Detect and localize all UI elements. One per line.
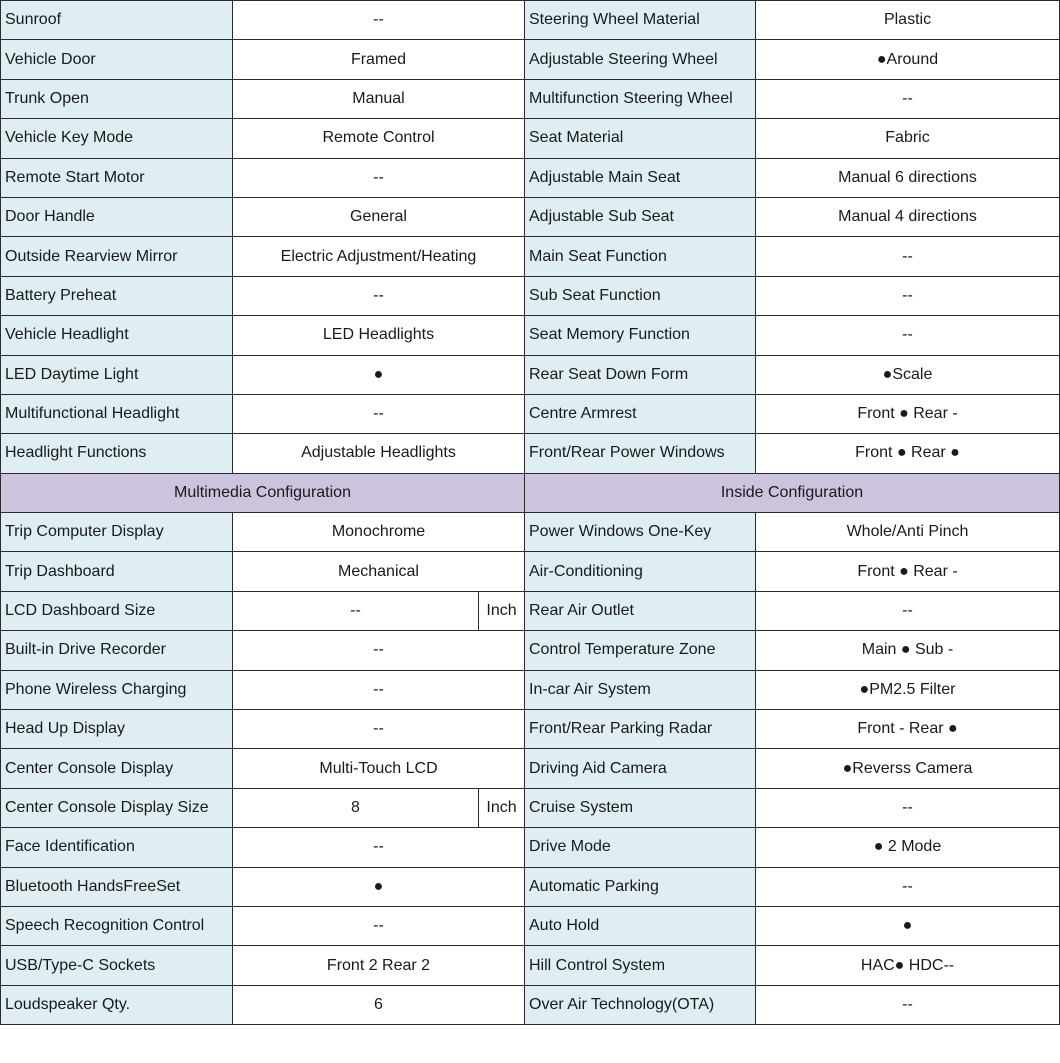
spec-label-left: Battery Preheat: [1, 276, 233, 315]
spec-value-right: Whole/Anti Pinch: [756, 513, 1060, 552]
spec-row: [1, 867, 1060, 906]
spec-row: [1, 434, 1060, 473]
spec-value-right: ●Scale: [756, 355, 1060, 394]
spec-value-right: --: [756, 867, 1060, 906]
spec-label-right: Front/Rear Power Windows: [525, 434, 756, 473]
spec-label-left: Head Up Display: [1, 710, 233, 749]
spec-label-left: Center Console Display Size: [1, 788, 233, 827]
spec-row: [1, 788, 1060, 827]
spec-row: [1, 79, 1060, 118]
spec-label-right: Over Air Technology(OTA): [525, 985, 756, 1024]
spec-label-left: Vehicle Headlight: [1, 316, 233, 355]
spec-row: [1, 1, 1060, 40]
section-multimedia-configuration: Multimedia Configuration: [1, 473, 525, 512]
spec-value-right: --: [756, 788, 1060, 827]
spec-value-right: Front ● Rear ●: [756, 434, 1060, 473]
spec-value-left: --: [233, 394, 525, 433]
spec-row: [1, 906, 1060, 945]
spec-row: [1, 710, 1060, 749]
spec-label-left: Loudspeaker Qty.: [1, 985, 233, 1024]
spec-label-left: Remote Start Motor: [1, 158, 233, 197]
spec-value-right: Manual 6 directions: [756, 158, 1060, 197]
spec-label-right: In-car Air System: [525, 670, 756, 709]
spec-value-left: Front 2 Rear 2: [233, 946, 525, 985]
spec-value-left: Adjustable Headlights: [233, 434, 525, 473]
spec-label-right: Sub Seat Function: [525, 276, 756, 315]
spec-label-right: Cruise System: [525, 788, 756, 827]
spec-label-left: Vehicle Key Mode: [1, 119, 233, 158]
spec-label-right: Centre Armrest: [525, 394, 756, 433]
spec-value-left: --: [233, 906, 525, 945]
spec-row: [1, 316, 1060, 355]
spec-label-left: Speech Recognition Control: [1, 906, 233, 945]
spec-row: [1, 197, 1060, 236]
spec-row: [1, 276, 1060, 315]
spec-label-left: Multifunctional Headlight: [1, 394, 233, 433]
spec-label-left: Bluetooth HandsFreeSet: [1, 867, 233, 906]
spec-label-right: Main Seat Function: [525, 237, 756, 276]
spec-value-right: Fabric: [756, 119, 1060, 158]
spec-value-right: Front - Rear ●: [756, 710, 1060, 749]
spec-label-right: Rear Seat Down Form: [525, 355, 756, 394]
spec-value-left: Mechanical: [233, 552, 525, 591]
spec-row: [1, 749, 1060, 788]
spec-table-body: [1, 1, 1060, 1025]
spec-value-left: Framed: [233, 40, 525, 79]
spec-value-right: --: [756, 237, 1060, 276]
spec-row: [1, 158, 1060, 197]
spec-label-left: Sunroof: [1, 1, 233, 40]
spec-label-right: Multifunction Steering Wheel: [525, 79, 756, 118]
spec-row: [1, 828, 1060, 867]
spec-value-left: --: [233, 276, 525, 315]
spec-value-left: ●: [233, 355, 525, 394]
spec-value-left: General: [233, 197, 525, 236]
spec-label-right: Adjustable Sub Seat: [525, 197, 756, 236]
spec-label-right: Drive Mode: [525, 828, 756, 867]
spec-row: [1, 40, 1060, 79]
spec-value-left: --: [233, 631, 525, 670]
spec-value-right: ●Around: [756, 40, 1060, 79]
spec-value-left: Manual: [233, 79, 525, 118]
spec-value-left: LED Headlights: [233, 316, 525, 355]
spec-label-right: Driving Aid Camera: [525, 749, 756, 788]
spec-value-right: --: [756, 316, 1060, 355]
spec-value-left: --: [233, 158, 525, 197]
spec-label-left: Trip Computer Display: [1, 513, 233, 552]
spec-row: [1, 237, 1060, 276]
spec-value-right: --: [756, 276, 1060, 315]
spec-label-right: Hill Control System: [525, 946, 756, 985]
spec-value-right: ●Reverss Camera: [756, 749, 1060, 788]
spec-row: [1, 985, 1060, 1024]
spec-row: [1, 355, 1060, 394]
spec-label-right: Rear Air Outlet: [525, 591, 756, 630]
spec-label-right: Front/Rear Parking Radar: [525, 710, 756, 749]
spec-value-right: Main ● Sub -: [756, 631, 1060, 670]
spec-value-left: Remote Control: [233, 119, 525, 158]
spec-label-left: Trip Dashboard: [1, 552, 233, 591]
spec-value-right: Front ● Rear -: [756, 394, 1060, 433]
spec-row: [1, 670, 1060, 709]
spec-label-left: Outside Rearview Mirror: [1, 237, 233, 276]
spec-unit-left: Inch: [479, 788, 525, 827]
spec-label-right: Auto Hold: [525, 906, 756, 945]
section-inside-configuration: Inside Configuration: [525, 473, 1060, 512]
spec-label-right: Seat Memory Function: [525, 316, 756, 355]
spec-value-right: ●: [756, 906, 1060, 945]
spec-value-left: --: [233, 828, 525, 867]
spec-label-left: Vehicle Door: [1, 40, 233, 79]
spec-label-left: Headlight Functions: [1, 434, 233, 473]
spec-label-left: Center Console Display: [1, 749, 233, 788]
section-header-row: [1, 473, 1060, 512]
spec-row: [1, 946, 1060, 985]
spec-label-right: Power Windows One-Key: [525, 513, 756, 552]
spec-value-left: --: [233, 1, 525, 40]
spec-value-right: Front ● Rear -: [756, 552, 1060, 591]
spec-value-right: --: [756, 985, 1060, 1024]
spec-label-left: USB/Type-C Sockets: [1, 946, 233, 985]
spec-row: [1, 513, 1060, 552]
spec-label-left: Built-in Drive Recorder: [1, 631, 233, 670]
spec-label-right: Control Temperature Zone: [525, 631, 756, 670]
spec-value-left: --: [233, 710, 525, 749]
spec-label-right: Seat Material: [525, 119, 756, 158]
spec-value-left: ●: [233, 867, 525, 906]
spec-row: [1, 119, 1060, 158]
spec-value-right: Manual 4 directions: [756, 197, 1060, 236]
spec-value-right: --: [756, 79, 1060, 118]
spec-value-right: HAC● HDC--: [756, 946, 1060, 985]
spec-label-right: Adjustable Steering Wheel: [525, 40, 756, 79]
spec-value-right: --: [756, 591, 1060, 630]
spec-label-left: Face Identification: [1, 828, 233, 867]
spec-label-left: LCD Dashboard Size: [1, 591, 233, 630]
spec-value-right: ●PM2.5 Filter: [756, 670, 1060, 709]
spec-label-left: Trunk Open: [1, 79, 233, 118]
spec-label-right: Automatic Parking: [525, 867, 756, 906]
spec-value-left: --: [233, 591, 479, 630]
spec-label-left: Door Handle: [1, 197, 233, 236]
spec-row: [1, 552, 1060, 591]
spec-label-left: LED Daytime Light: [1, 355, 233, 394]
spec-value-right: Plastic: [756, 1, 1060, 40]
spec-value-left: 8: [233, 788, 479, 827]
spec-label-left: Phone Wireless Charging: [1, 670, 233, 709]
spec-row: [1, 591, 1060, 630]
spec-unit-left: Inch: [479, 591, 525, 630]
spec-value-left: 6: [233, 985, 525, 1024]
spec-value-left: Monochrome: [233, 513, 525, 552]
spec-label-right: Air-Conditioning: [525, 552, 756, 591]
spec-row: [1, 394, 1060, 433]
spec-value-left: --: [233, 670, 525, 709]
spec-label-right: Steering Wheel Material: [525, 1, 756, 40]
spec-value-right: ● 2 Mode: [756, 828, 1060, 867]
spec-row: [1, 631, 1060, 670]
spec-value-left: Multi-Touch LCD: [233, 749, 525, 788]
spec-label-right: Adjustable Main Seat: [525, 158, 756, 197]
spec-value-left: Electric Adjustment/Heating: [233, 237, 525, 276]
